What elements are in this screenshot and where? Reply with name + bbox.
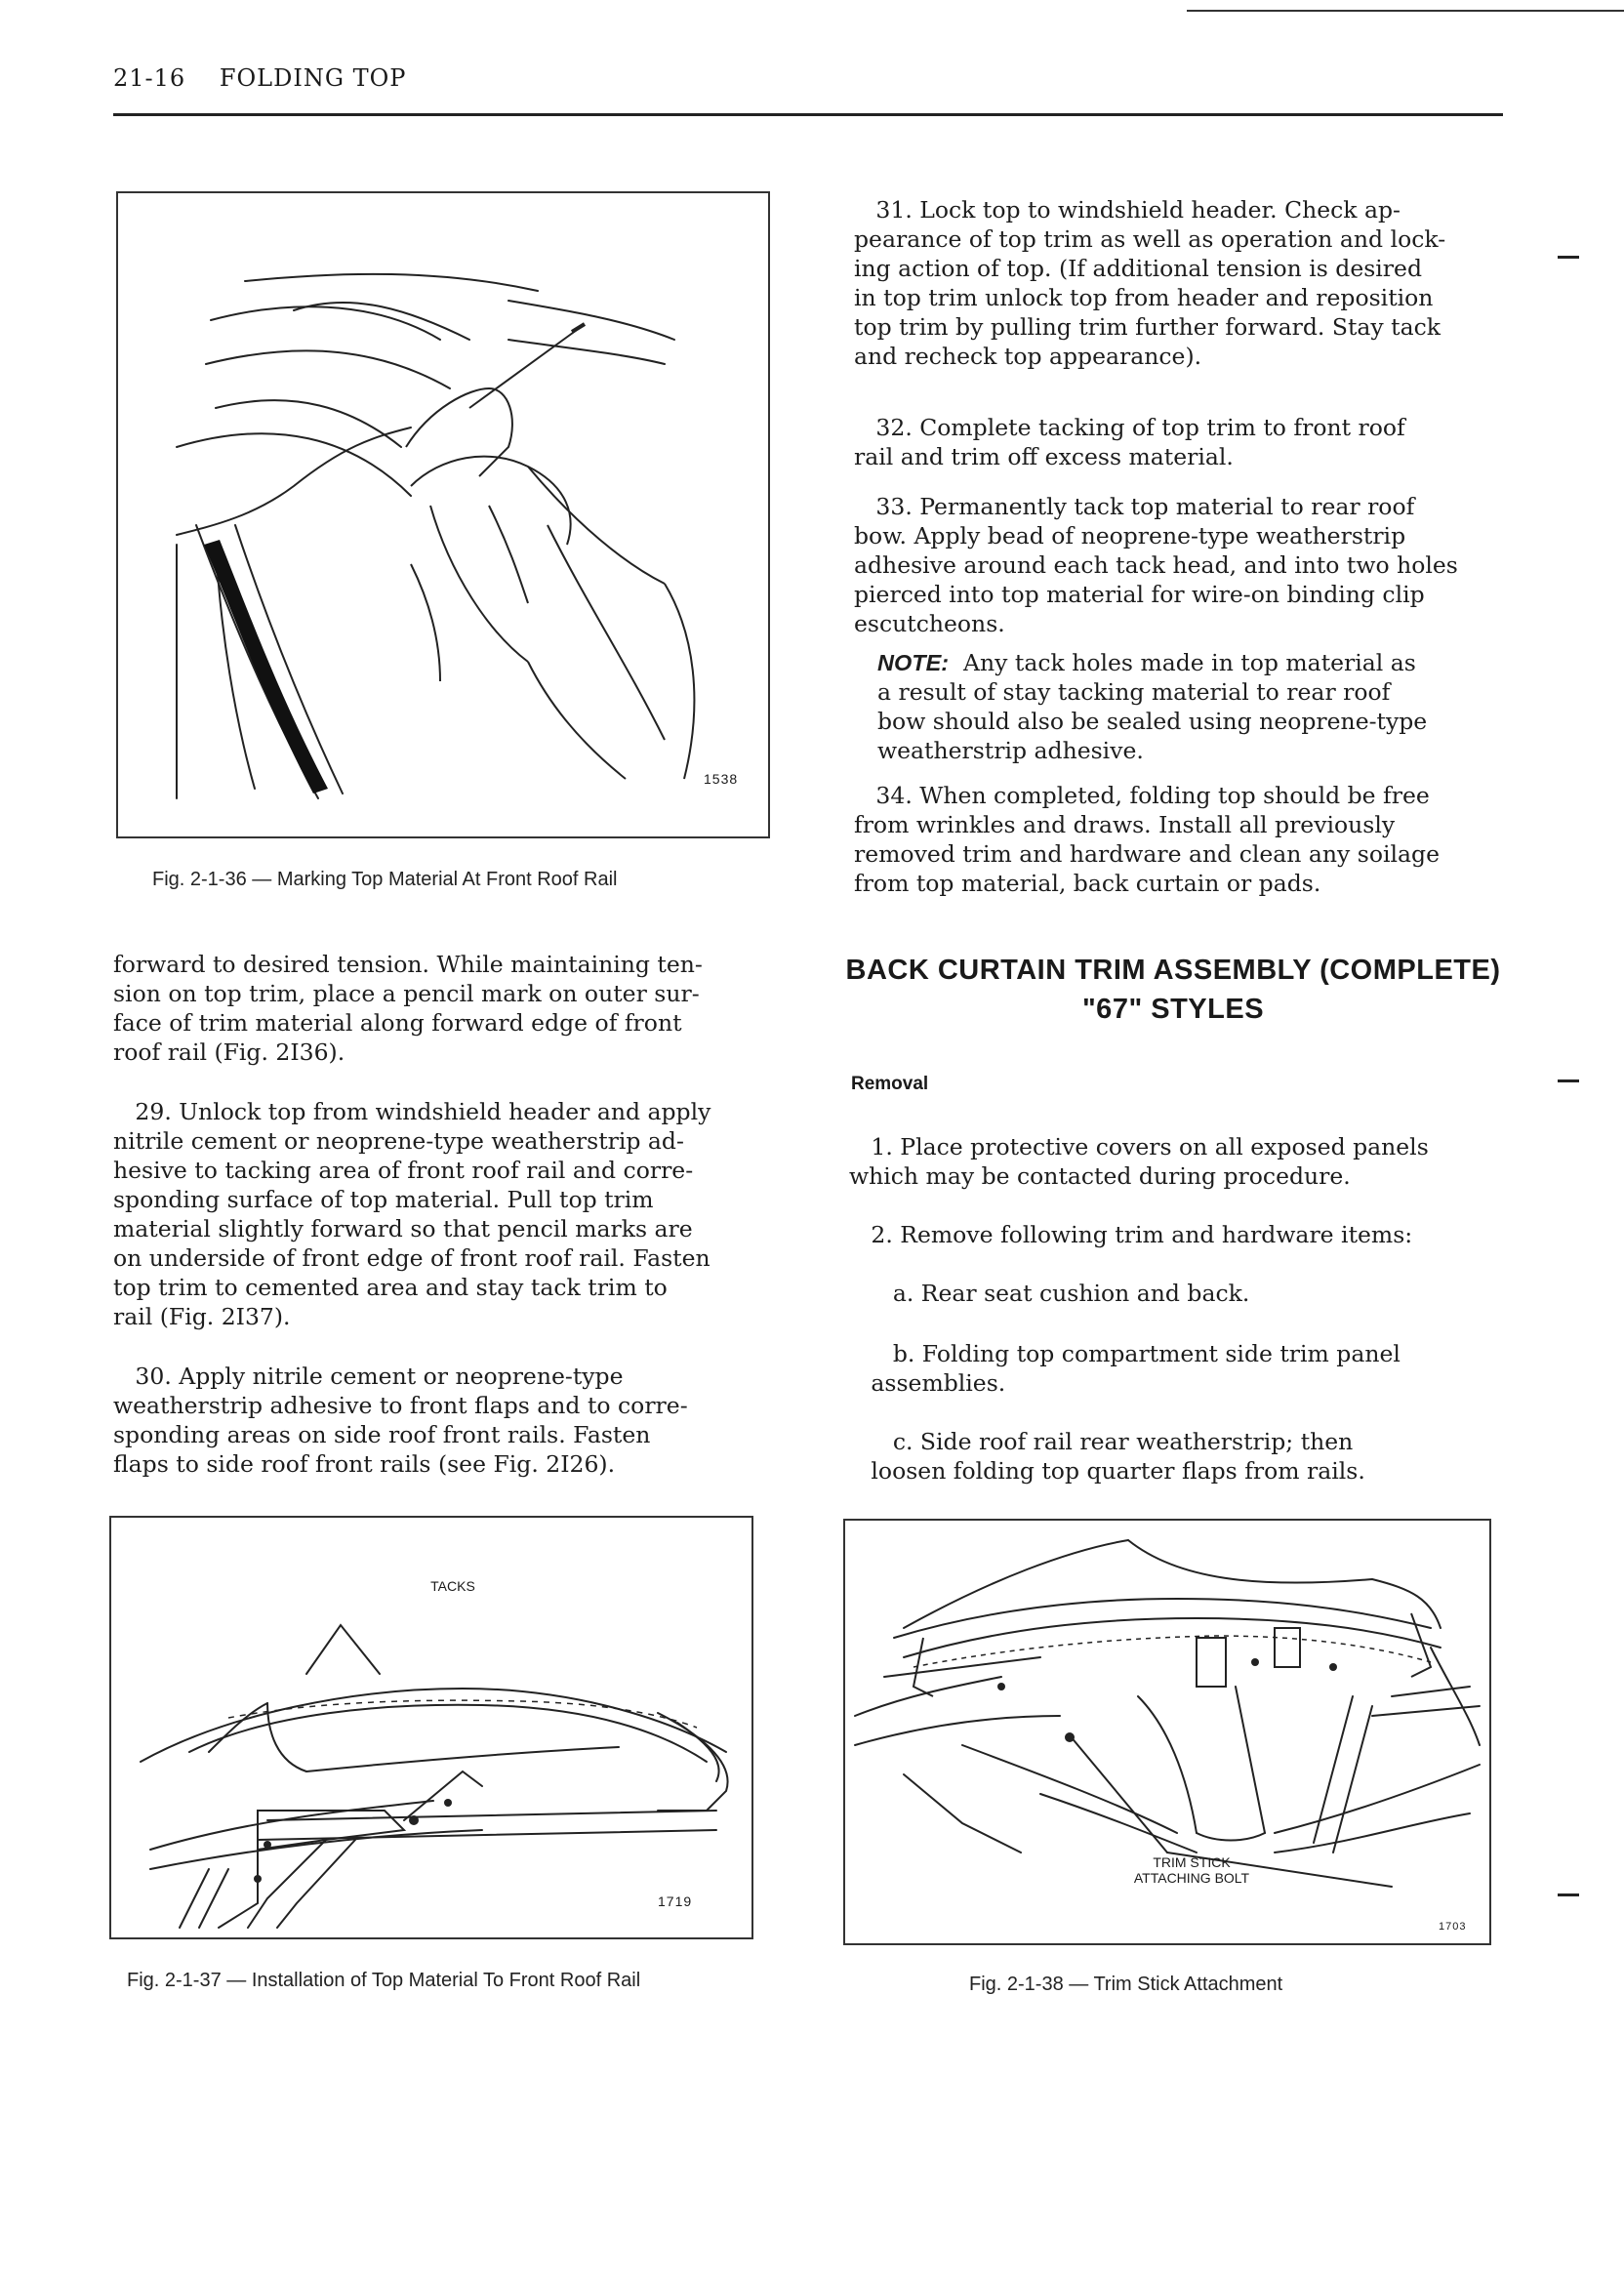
figure-caption: Fig. 2-1-37 — Installation of Top Material To Front Roof Rail: [127, 1970, 641, 1991]
margin-mark: [1558, 256, 1579, 259]
figure-number: 1719: [658, 1893, 693, 1909]
tacks-label: TACKS: [430, 1578, 475, 1594]
removal-heading: Removal: [851, 1074, 929, 1094]
marking-top-material-illustration: [118, 193, 768, 836]
attaching-bolt-label: ATTACHING BOLT: [1133, 1870, 1250, 1886]
running-header: [113, 64, 406, 92]
scan-edge-rule: [1187, 10, 1624, 12]
section-subtitle: "67" STYLES: [1081, 994, 1265, 1025]
figure-2-1-36: [116, 191, 770, 838]
section-title: BACK CURTAIN TRIM ASSEMBLY (COMPLETE): [845, 955, 1501, 986]
step-30: 30. Apply nitrile cement or neoprene-type weatherstrip adhesive to front flaps and to corre- sponding areas on side roof front rails. Fasten flaps to side roof front rails (see Fig. 2I26).: [113, 1363, 688, 1478]
figure-caption: Fig. 2-1-36 — Marking Top Material At Front Roof Rail: [152, 869, 618, 890]
removal-step-2a: a. Rear seat cushion and back.: [849, 1280, 1250, 1307]
margin-mark: [1558, 1079, 1579, 1082]
note: [877, 648, 1427, 765]
removal-step-2c: c. Side roof rail rear weatherstrip; then loosen folding top quarter flaps from rails.: [871, 1428, 1365, 1485]
page-number: 21-16: [113, 64, 186, 92]
figure-number: 1703: [1439, 1921, 1467, 1933]
margin-mark: [1558, 1893, 1579, 1896]
section-name: FOLDING TOP: [219, 64, 407, 92]
step-32: 32. Complete tacking of top trim to front roof rail and trim off excess material.: [854, 414, 1405, 470]
removal-step-2b: b. Folding top compartment side trim panel assemblies.: [871, 1340, 1401, 1397]
step-34: 34. When completed, folding top should be free from wrinkles and draws. Install all previously removed trim and hardware and clean any soilage from top material, back curtain or pads.: [854, 782, 1440, 897]
figure-2-1-38: [843, 1519, 1491, 1945]
step-33: 33. Permanently tack top material to rear roof bow. Apply bead of neoprene-type weatherstrip adhesive around each tack head, and into two holes pierced into top material for wire-on binding clip escutcheons.: [854, 493, 1458, 637]
removal-step-1: 1. Place protective covers on all exposed panels which may be contacted during procedure.: [849, 1133, 1429, 1190]
header-rule: [113, 113, 1503, 116]
paragraph-28-continued: forward to desired tension. While maintaining ten- sion on top trim, place a pencil mark on outer sur- face of trim material along forward edge of front roof rail (Fig. 2I36).: [113, 951, 703, 1066]
figure-2-1-37: [109, 1516, 753, 1939]
step-31: 31. Lock top to windshield header. Check ap- pearance of top trim as well as operation and lock- ing action of top. (If additional tension is desired in top trim unlock top from header and reposition top trim by pulling trim further forward. Stay tack and recheck top appearance).: [854, 196, 1446, 370]
figure-number: 1538: [704, 771, 739, 787]
note-label: NOTE:: [877, 650, 950, 675]
note-text: Any tack holes made in top material as a result of stay tacking material to rear roof bow should also be sealed using neoprene-type weatherstrip adhesive.: [877, 649, 1428, 764]
step-29: 29. Unlock top from windshield header and apply nitrile cement or neoprene-type weatherstrip ad- hesive to tacking area of front roof rail and corre- sponding surface of top material. Pull top trim material slightly forward so that pencil marks are on underside of front edge of front roof rail. Fasten top trim to cemented area and stay tack trim to rail (Fig. 2I37).: [113, 1098, 711, 1330]
trim-stick-label: TRIM STICK: [1153, 1854, 1231, 1870]
removal-step-2: 2. Remove following trim and hardware items:: [849, 1221, 1413, 1248]
figure-caption: Fig. 2-1-38 — Trim Stick Attachment: [969, 1974, 1283, 1995]
